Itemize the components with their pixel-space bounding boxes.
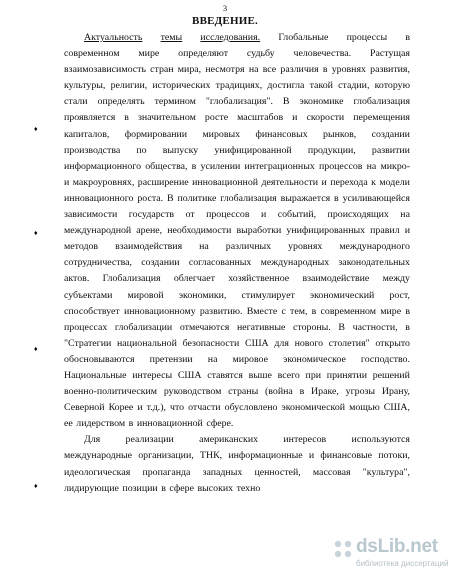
text-line <box>64 127 410 143</box>
word: сфере. <box>206 418 234 430</box>
word: Национальные <box>64 369 127 381</box>
word: уровнях <box>331 64 366 76</box>
text-line <box>64 255 410 271</box>
word: к <box>371 176 376 188</box>
word: достигла <box>267 80 305 92</box>
word: инновационного <box>64 192 134 204</box>
word: В <box>282 96 290 108</box>
text-line <box>64 368 410 384</box>
word: Корее <box>108 402 134 414</box>
word: международной <box>64 225 132 237</box>
word: от <box>185 209 195 221</box>
word: проявляется <box>64 112 116 124</box>
word: при <box>305 369 322 381</box>
word: обосновываются <box>64 353 135 365</box>
word: ставятся <box>207 369 243 381</box>
word: взаимодействия <box>115 241 183 253</box>
word: решений <box>372 369 410 381</box>
word: Вместе <box>246 305 278 317</box>
word: ценностей, <box>254 466 301 478</box>
word: нового <box>294 337 324 349</box>
word: унифицированных <box>286 225 366 237</box>
word: методов <box>64 241 99 253</box>
word: выработки <box>236 225 282 237</box>
word: руководством <box>163 386 222 398</box>
word: международные <box>64 450 133 462</box>
word: господство. <box>360 353 410 365</box>
word: инновационной <box>192 176 259 188</box>
word: США, <box>383 402 410 414</box>
word: в <box>161 482 166 494</box>
word: уровнях <box>288 241 323 253</box>
text-line <box>64 175 410 191</box>
word: национальной <box>117 337 177 349</box>
word: определяют <box>178 48 229 60</box>
word: сотрудничества, <box>64 257 133 269</box>
word: в <box>322 64 328 76</box>
word: организации, <box>138 450 194 462</box>
word: взаимозависимость <box>64 64 146 76</box>
word: создании <box>371 128 410 140</box>
word: модели <box>379 176 410 188</box>
word: традициях, <box>215 80 263 92</box>
text-line <box>64 400 410 416</box>
word: всего <box>277 369 300 381</box>
word: потоки, <box>378 450 410 462</box>
word: выпуску <box>162 144 199 156</box>
text-line <box>64 481 410 497</box>
word: тем, <box>290 305 308 317</box>
word: столетия" <box>328 337 370 349</box>
margin-mark-icon: ♦ <box>34 345 38 353</box>
word: в <box>128 418 134 430</box>
word: современном <box>64 48 120 60</box>
text-line <box>64 336 410 352</box>
word: в <box>299 386 305 398</box>
word: экономическое <box>283 353 346 365</box>
word: Растущая <box>370 48 410 60</box>
word: развитии <box>371 144 410 156</box>
text-line <box>64 46 410 62</box>
word: мира, <box>177 64 202 76</box>
page-heading: ВВЕДЕНИЕ. <box>192 15 258 27</box>
word: экономике <box>299 96 344 108</box>
word: выше <box>248 369 272 381</box>
word: все <box>262 64 277 76</box>
word: мировой <box>127 289 164 301</box>
word: религии, <box>110 80 148 92</box>
text-line <box>64 352 410 368</box>
text-line <box>64 320 410 336</box>
word: для <box>274 337 289 349</box>
word: рынков, <box>323 128 357 140</box>
word: на <box>207 353 218 365</box>
text-line <box>64 159 410 175</box>
word: мировых <box>202 128 241 140</box>
word: определять <box>97 96 145 108</box>
word: развитию. <box>199 305 243 317</box>
word: (война <box>265 386 293 398</box>
word: деятельности <box>261 176 319 188</box>
word: Глобальные <box>278 32 329 43</box>
text-line <box>64 223 410 239</box>
word: макроуровнях, <box>72 176 135 188</box>
word: культуры, <box>64 80 106 92</box>
word: что <box>170 402 185 414</box>
word: в <box>311 305 317 317</box>
word: США <box>244 337 269 349</box>
word: скорости <box>306 112 345 124</box>
word: исторических <box>152 80 211 92</box>
word: реализации <box>125 434 174 446</box>
word: частности, <box>352 321 398 333</box>
word: судьбу <box>246 48 275 60</box>
word: глобализация <box>353 96 410 108</box>
word: процессов <box>206 209 250 221</box>
word: хозяйственное <box>228 273 290 285</box>
word: экономический <box>309 289 375 301</box>
word: глобализации <box>114 321 173 333</box>
word: западных <box>202 466 243 478</box>
word: техно <box>236 482 261 494</box>
word: В <box>167 192 174 204</box>
word: и <box>137 402 143 414</box>
word: в <box>405 321 410 333</box>
text-line <box>64 239 410 255</box>
word: В <box>338 321 346 333</box>
word: согласованных <box>188 257 252 269</box>
text-line <box>64 78 410 94</box>
word: и <box>260 209 267 221</box>
word: используются <box>351 434 410 446</box>
word: несмотря <box>205 64 245 76</box>
word: Актуальность <box>84 32 143 43</box>
word: усилении <box>200 160 241 172</box>
watermark-site: dsLib.net <box>356 536 438 557</box>
word: и <box>292 112 298 124</box>
text-line <box>64 448 410 464</box>
word: по <box>136 144 147 156</box>
word: значительном <box>138 112 196 124</box>
watermark-tagline: библиотека диссертаций <box>356 559 449 568</box>
word: в <box>405 305 410 317</box>
word: взаимодействие <box>302 273 370 285</box>
word: зависимости <box>64 209 118 221</box>
word: принятии <box>326 369 367 381</box>
word: производства <box>64 144 121 156</box>
word: и <box>308 450 315 462</box>
word: такой <box>309 80 333 92</box>
text-line <box>64 30 410 46</box>
word: стадии, <box>338 80 370 92</box>
margin-mark-icon: ♦ <box>34 229 38 237</box>
word: формировании <box>124 128 188 140</box>
word: экономики, <box>178 289 227 301</box>
word: экономической <box>281 402 346 414</box>
word: американских <box>199 434 259 446</box>
word: мире <box>380 305 402 317</box>
word: политике <box>177 192 217 204</box>
margin-mark-icon: ♦ <box>34 482 38 490</box>
word: субъектами <box>64 289 113 301</box>
word: различных <box>225 241 272 253</box>
word: на <box>248 64 259 76</box>
word: усиливающейся <box>342 192 410 204</box>
word: необходимости <box>167 225 232 237</box>
word: позиции <box>122 482 158 494</box>
watermark-logo-icon <box>332 538 354 560</box>
word: темы <box>160 32 183 43</box>
word: мире <box>138 48 160 60</box>
word: стороны. <box>293 321 331 333</box>
word: облегчает <box>173 273 215 285</box>
text-line <box>64 62 410 78</box>
word: с <box>281 305 286 317</box>
word: интересов <box>283 434 327 446</box>
word: страны <box>228 386 259 398</box>
word: рост, <box>389 289 410 301</box>
word: глобализация <box>220 192 277 204</box>
word: Ираке, <box>311 386 339 398</box>
word: "глобализация". <box>205 96 273 108</box>
word: выражается <box>280 192 331 204</box>
word: открыто <box>375 337 410 349</box>
word: перехода <box>330 176 368 188</box>
text-line <box>64 432 410 448</box>
word: финансовые <box>320 450 373 462</box>
word: лидирующие <box>64 482 119 494</box>
word: способствует <box>64 305 120 317</box>
word: микро- <box>380 160 410 172</box>
word: общества, <box>145 160 188 172</box>
word: развития, <box>370 64 410 76</box>
word: идеологическая <box>64 466 131 478</box>
word: отмечаются <box>179 321 230 333</box>
word: масштабов <box>237 112 284 124</box>
word: отчасти <box>188 402 221 414</box>
word: ее <box>64 418 73 430</box>
text-line <box>64 110 410 126</box>
word: Для <box>84 434 101 446</box>
word: правил <box>370 225 400 237</box>
word: исследования. <box>200 32 261 43</box>
word: процессов <box>318 160 363 172</box>
word: Ирану, <box>381 386 410 398</box>
word: и <box>404 225 410 237</box>
text-line <box>64 384 410 400</box>
word: информационного <box>64 160 142 172</box>
word: международных <box>260 257 330 269</box>
word: процессы <box>346 32 388 43</box>
word: США <box>177 369 202 381</box>
text-line <box>64 304 410 320</box>
word: различия <box>280 64 319 76</box>
word: "Стратегии <box>64 337 112 349</box>
word: которую <box>374 80 410 92</box>
word: обусловлено <box>224 402 278 414</box>
word: в <box>405 32 410 43</box>
word: негативные <box>236 321 286 333</box>
word: ТНК, <box>199 450 223 462</box>
word: интересы <box>132 369 173 381</box>
page-number: 3 <box>222 3 228 13</box>
word: стали <box>64 96 88 108</box>
word: роста. <box>137 192 164 204</box>
word: информационные <box>228 450 303 462</box>
word: продукции, <box>307 144 356 156</box>
word: Глобализация <box>102 273 161 285</box>
word: военно-политическим <box>64 386 158 398</box>
word: стран <box>150 64 174 76</box>
text-line <box>64 465 410 481</box>
word: на <box>366 160 377 172</box>
text-line <box>64 271 410 287</box>
word: в <box>124 112 129 124</box>
word: т.д.), <box>146 402 166 414</box>
margin-mark-icon: ♦ <box>34 125 38 133</box>
word: и <box>321 176 327 188</box>
word: финансовых <box>255 128 308 140</box>
text-line <box>64 207 410 223</box>
word: интеграционных <box>244 160 315 172</box>
word: актов. <box>64 273 90 285</box>
word: создании <box>141 257 180 269</box>
word: арене, <box>136 225 163 237</box>
word: мощью <box>349 402 380 414</box>
word: расширение <box>137 176 189 188</box>
word: безопасности <box>182 337 240 349</box>
word: высоких <box>197 482 234 494</box>
text-line <box>64 416 410 432</box>
word: пропаганда <box>142 466 191 478</box>
word: массовая <box>312 466 351 478</box>
text-line <box>64 143 410 159</box>
word: инновационному <box>123 305 196 317</box>
word: термином <box>154 96 196 108</box>
word: "культура", <box>362 466 410 478</box>
word: в <box>334 192 339 204</box>
word: стимулирует <box>241 289 295 301</box>
word: Северной <box>64 402 105 414</box>
word: законодательных <box>338 257 410 269</box>
word: человечества. <box>293 48 352 60</box>
word: росте <box>204 112 229 124</box>
word: между <box>382 273 410 285</box>
text-line <box>64 191 410 207</box>
word: и <box>64 176 70 188</box>
word: лидерством <box>76 418 126 430</box>
text-line <box>64 288 410 304</box>
word: мировое <box>232 353 268 365</box>
watermark <box>332 536 449 574</box>
word: международного <box>339 241 410 253</box>
word: на <box>400 209 410 221</box>
word: современном <box>320 305 377 317</box>
word: государств <box>128 209 175 221</box>
word: происходящих <box>327 209 389 221</box>
word: сфере <box>169 482 194 494</box>
word: на <box>199 241 209 253</box>
word: унифицированной <box>214 144 292 156</box>
word: процессах <box>64 321 108 333</box>
word: претензии <box>149 353 193 365</box>
word: инновационной <box>136 418 203 430</box>
word: событий, <box>277 209 317 221</box>
text-line <box>64 94 410 110</box>
word: капиталов, <box>64 128 110 140</box>
word: перемещения <box>353 112 410 124</box>
word: в <box>191 160 197 172</box>
word: угрозы <box>345 386 376 398</box>
body-text <box>64 30 410 497</box>
